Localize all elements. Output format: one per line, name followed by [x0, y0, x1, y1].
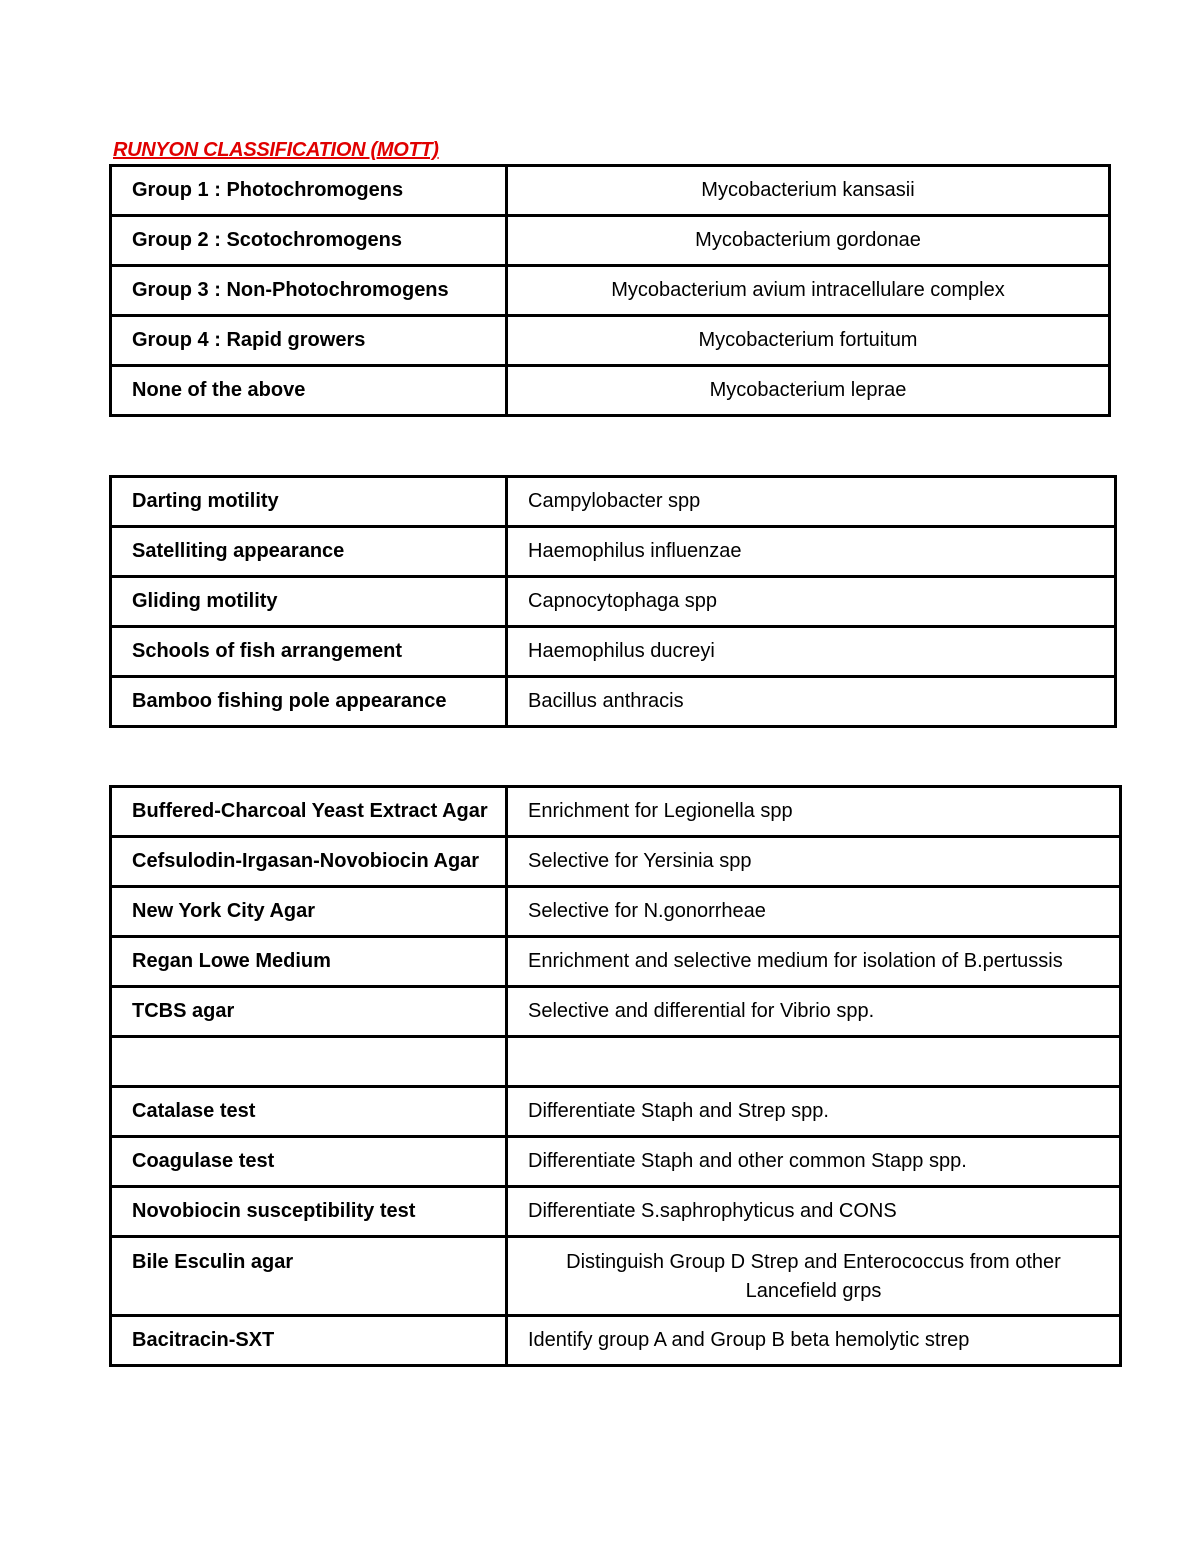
table-row	[111, 627, 1116, 677]
medium-name-cell: Cefsulodin-Irgasan-Novobiocin Agar	[111, 837, 507, 887]
table-row	[111, 527, 1116, 577]
medium-purpose-cell: Selective for Yersinia spp	[507, 837, 1121, 887]
test-name-cell: Bacitracin-SXT	[111, 1316, 507, 1366]
table-row	[111, 887, 1121, 937]
medium-purpose-cell: Selective and differential for Vibrio spp.	[507, 987, 1121, 1037]
table-row	[111, 677, 1116, 727]
morphology-organism-cell: Haemophilus influenzae	[507, 527, 1116, 577]
morphology-organism-cell: Haemophilus ducreyi	[507, 627, 1116, 677]
table-row	[111, 787, 1121, 837]
table-row	[111, 837, 1121, 887]
table-row	[111, 316, 1110, 366]
test-purpose-cell: Identify group A and Group B beta hemolytic strep	[507, 1316, 1121, 1366]
runyon-group-cell: Group 4 : Rapid growers	[111, 316, 507, 366]
table-row	[111, 477, 1116, 527]
table-row	[111, 937, 1121, 987]
medium-purpose-cell: Enrichment for Legionella spp	[507, 787, 1121, 837]
morphology-feature-cell: Schools of fish arrangement	[111, 627, 507, 677]
test-name-cell: Coagulase test	[111, 1137, 507, 1187]
table-row	[111, 1316, 1121, 1366]
table-row	[111, 1137, 1121, 1187]
morphology-organism-cell: Bacillus anthracis	[507, 677, 1116, 727]
runyon-organism-cell: Mycobacterium kansasii	[507, 166, 1110, 216]
morphology-feature-cell: Gliding motility	[111, 577, 507, 627]
test-name-cell: Novobiocin susceptibility test	[111, 1187, 507, 1237]
runyon-organism-cell: Mycobacterium avium intracellulare complex	[507, 266, 1110, 316]
morphology-table	[109, 475, 1117, 728]
runyon-group-cell: Group 2 : Scotochromogens	[111, 216, 507, 266]
morphology-feature-cell: Bamboo fishing pole appearance	[111, 677, 507, 727]
empty-table-row	[111, 1037, 1121, 1087]
table-row	[111, 266, 1110, 316]
table-row	[111, 987, 1121, 1037]
runyon-organism-cell: Mycobacterium gordonae	[507, 216, 1110, 266]
test-name-cell: Catalase test	[111, 1087, 507, 1137]
media-and-tests-table	[109, 785, 1122, 1367]
test-name-cell: Bile Esculin agar	[111, 1237, 507, 1316]
table-row	[111, 216, 1110, 266]
medium-purpose-cell: Selective for N.gonorrheae	[507, 887, 1121, 937]
medium-name-cell: Regan Lowe Medium	[111, 937, 507, 987]
runyon-group-cell: Group 3 : Non-Photochromogens	[111, 266, 507, 316]
runyon-organism-cell: Mycobacterium leprae	[507, 366, 1110, 416]
medium-name-cell: New York City Agar	[111, 887, 507, 937]
test-purpose-cell: Differentiate S.saphrophyticus and CONS	[507, 1187, 1121, 1237]
test-purpose-cell: Differentiate Staph and Strep spp.	[507, 1087, 1121, 1137]
empty-cell	[507, 1037, 1121, 1087]
test-purpose-cell: Distinguish Group D Strep and Enterococcus from other Lancefield grps	[507, 1237, 1121, 1316]
table-row	[111, 366, 1110, 416]
page-heading: RUNYON CLASSIFICATION (MOTT)	[113, 139, 439, 161]
table-row	[111, 166, 1110, 216]
runyon-classification-table	[109, 164, 1111, 417]
morphology-feature-cell: Satelliting appearance	[111, 527, 507, 577]
empty-cell	[111, 1037, 507, 1087]
morphology-organism-cell: Campylobacter spp	[507, 477, 1116, 527]
runyon-group-cell: Group 1 : Photochromogens	[111, 166, 507, 216]
medium-purpose-cell: Enrichment and selective medium for isolation of B.pertussis	[507, 937, 1121, 987]
table-row	[111, 1187, 1121, 1237]
morphology-organism-cell: Capnocytophaga spp	[507, 577, 1116, 627]
medium-name-cell: Buffered-Charcoal Yeast Extract Agar	[111, 787, 507, 837]
table-row	[111, 1237, 1121, 1316]
test-purpose-cell: Differentiate Staph and other common Stapp spp.	[507, 1137, 1121, 1187]
table-row	[111, 577, 1116, 627]
runyon-group-cell: None of the above	[111, 366, 507, 416]
runyon-organism-cell: Mycobacterium fortuitum	[507, 316, 1110, 366]
medium-name-cell: TCBS agar	[111, 987, 507, 1037]
table-row	[111, 1087, 1121, 1137]
morphology-feature-cell: Darting motility	[111, 477, 507, 527]
